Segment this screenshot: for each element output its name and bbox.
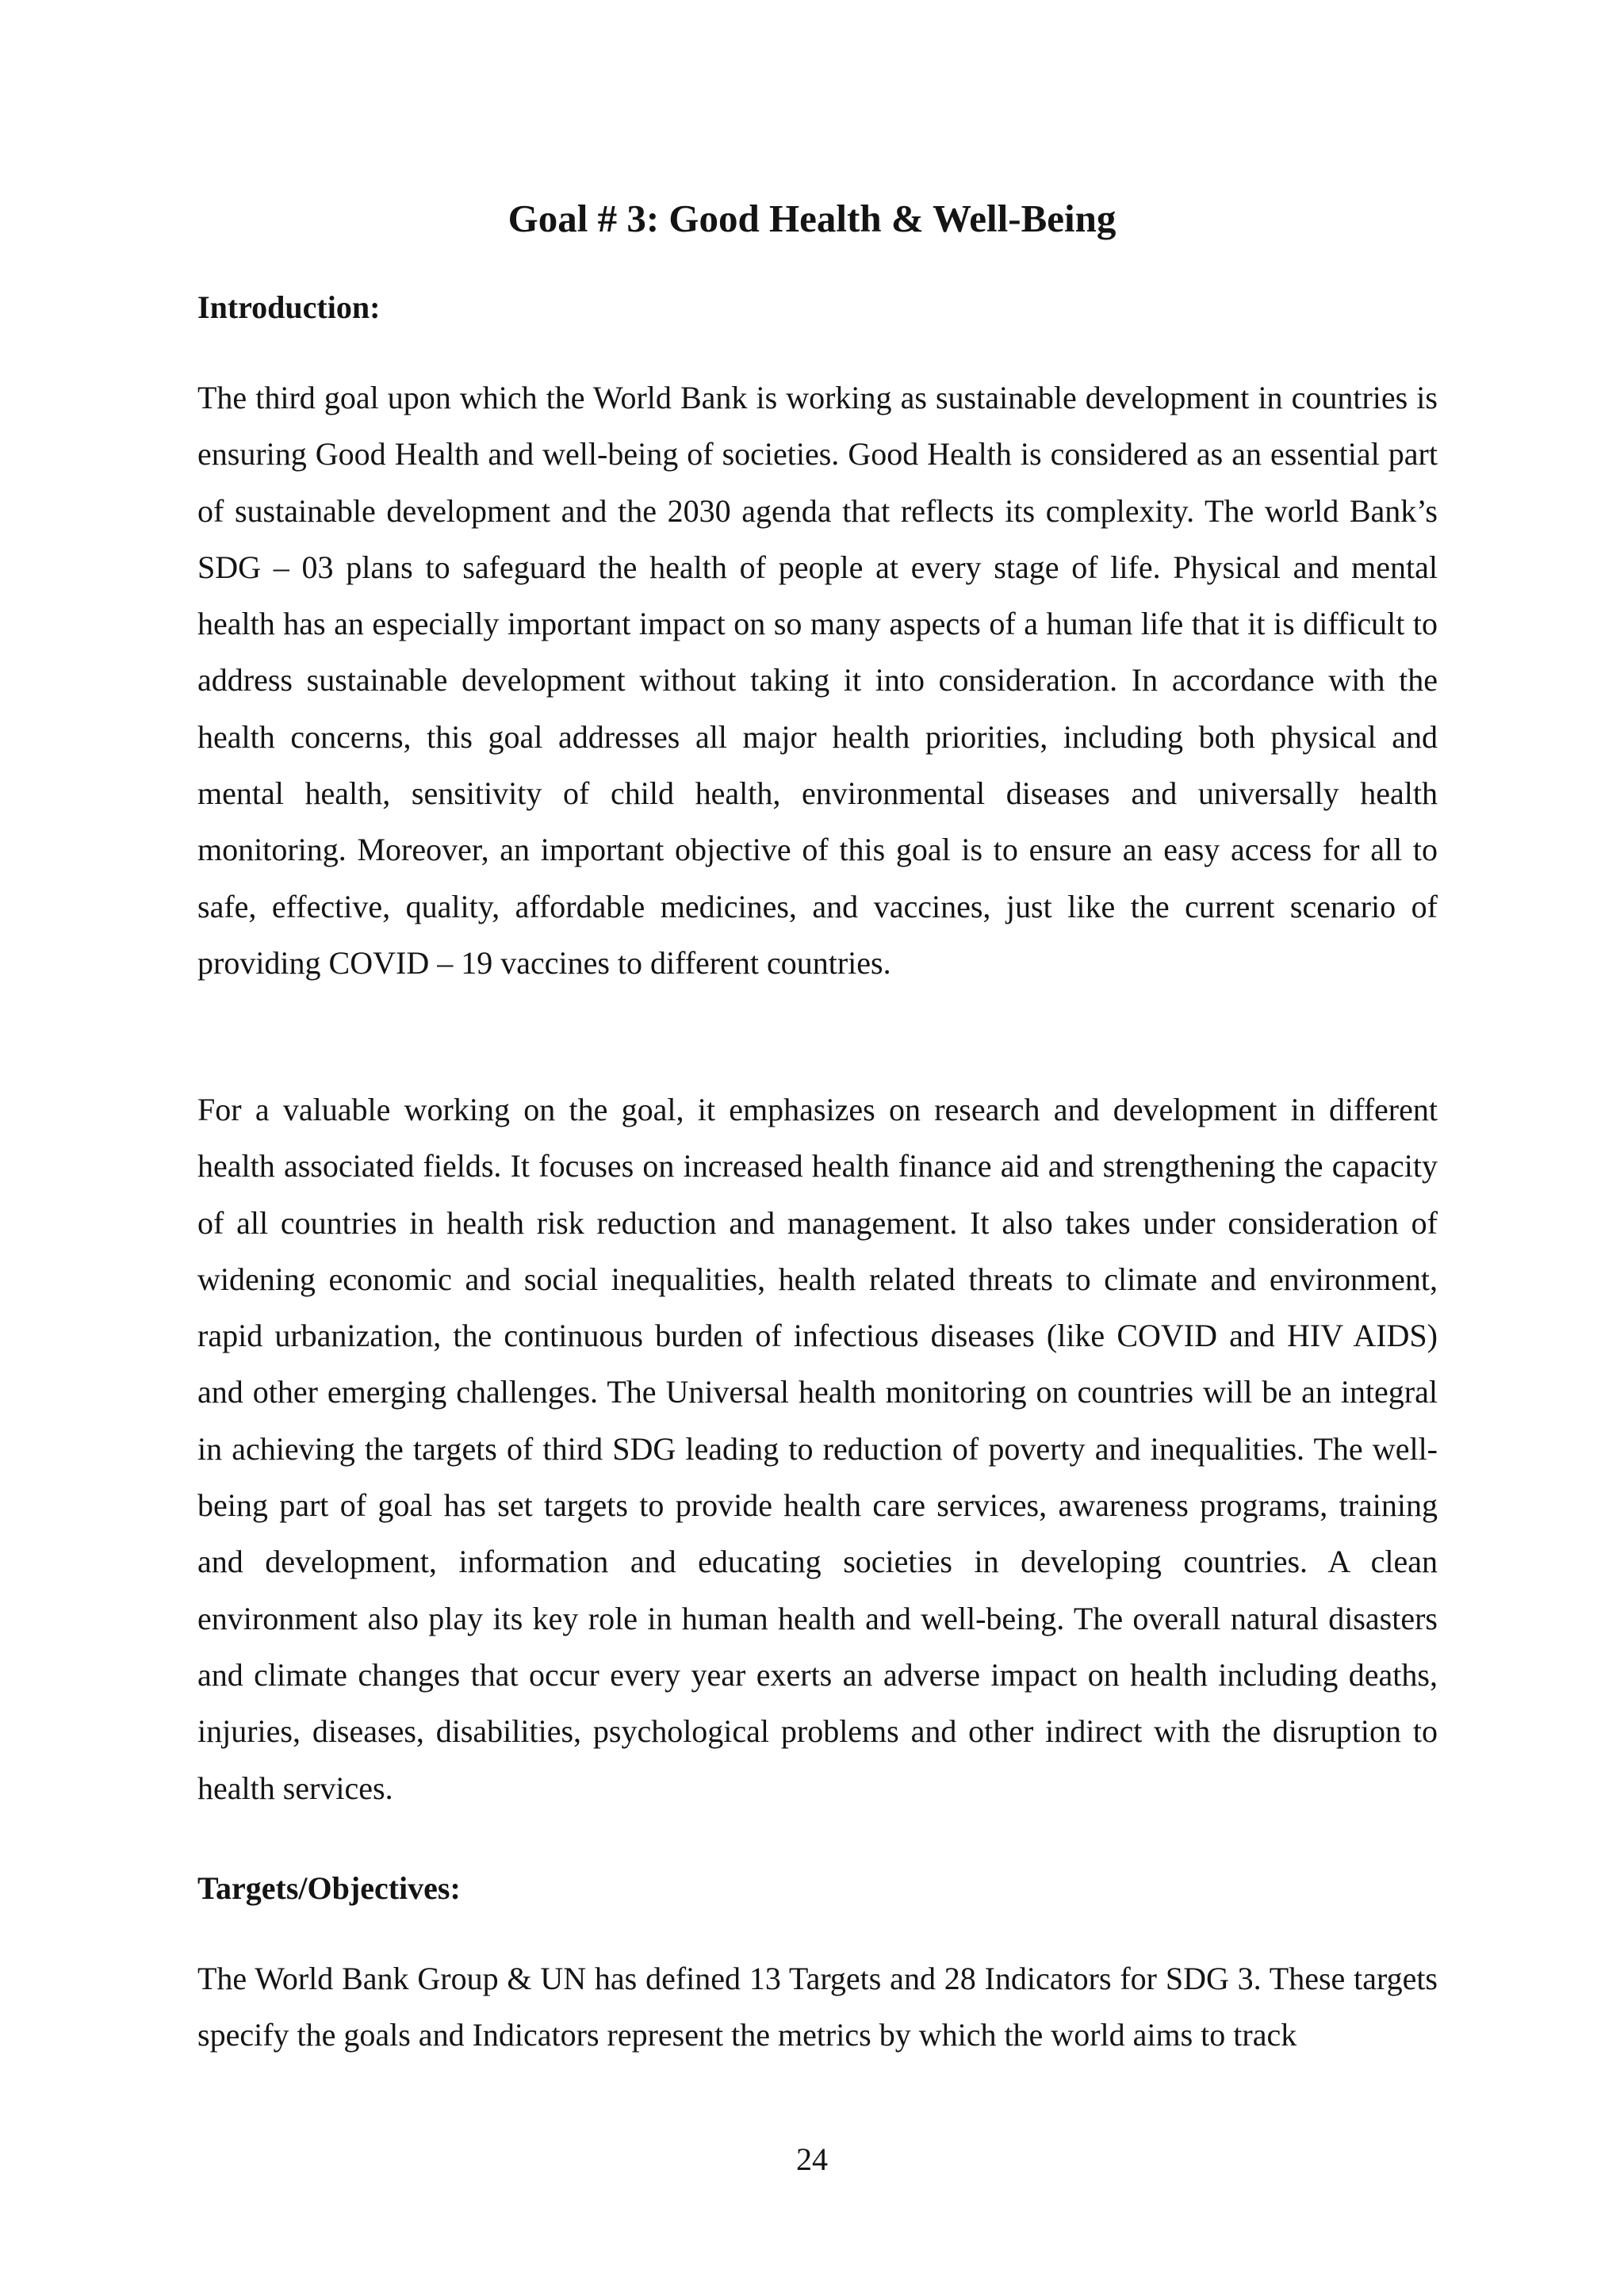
introduction-paragraph-1: The third goal upon which the World Bank is working as sustainable development in countries is ensuring Good Health and well-being of societies. Good Health is considered as an essential part of sustainable development and the 2030 agenda that reflects its complexity. The world Bank’s SDG – 03 plans to safeguard the health of people at every stage of life. Physical and mental health has an especially important impact on so many aspects of a human life that it is difficult to address sustainable development without taking it into consideration. In accordance with the health concerns, this goal addresses all major health priorities, including both physical and mental health, sensitivity of child health, environmental diseases and universally health monitoring. Moreover, an important objective of this goal is to ensure an easy access for all to safe, effective, quality, affordable medicines, and vaccines, just like the current scenario of providing COVID – 19 vaccines to different countries. bbox=[197, 380, 1438, 981]
page-number: 24 bbox=[796, 2141, 828, 2177]
page-title: Goal # 3: Good Health & Well-Being bbox=[508, 197, 1116, 240]
section-heading-introduction: Introduction: bbox=[197, 289, 381, 325]
targets-paragraph-1: The World Bank Group & UN has defined 13 Targets and 28 Indicators for SDG 3. These targets specify the goals and Indicators represent the metrics by which the world aims to track bbox=[197, 1961, 1438, 2053]
introduction-paragraph-2: For a valuable working on the goal, it emphasizes on research and development in different health associated fields. It focuses on increased health finance aid and strengthening the capacity of all countries in health risk reduction and management. It also takes under consideration of widening economic and social inequalities, health related threats to climate and environment, rapid urbanization, the continuous burden of infectious diseases (like COVID and HIV AIDS) and other emerging challenges. The Universal health monitoring on countries will be an integral in achieving the targets of third SDG leading to reduction of poverty and inequalities. The well-being part of goal has set targets to provide health care services, awareness programs, training and development, information and educating societies in developing countries. A clean environment also play its key role in human health and well-being. The overall natural disasters and climate changes that occur every year exerts an adverse impact on health including deaths, injuries, diseases, disabilities, psychological problems and other indirect with the disruption to health services. bbox=[197, 1092, 1438, 1806]
section-heading-targets-objectives: Targets/Objectives: bbox=[197, 1870, 461, 1906]
